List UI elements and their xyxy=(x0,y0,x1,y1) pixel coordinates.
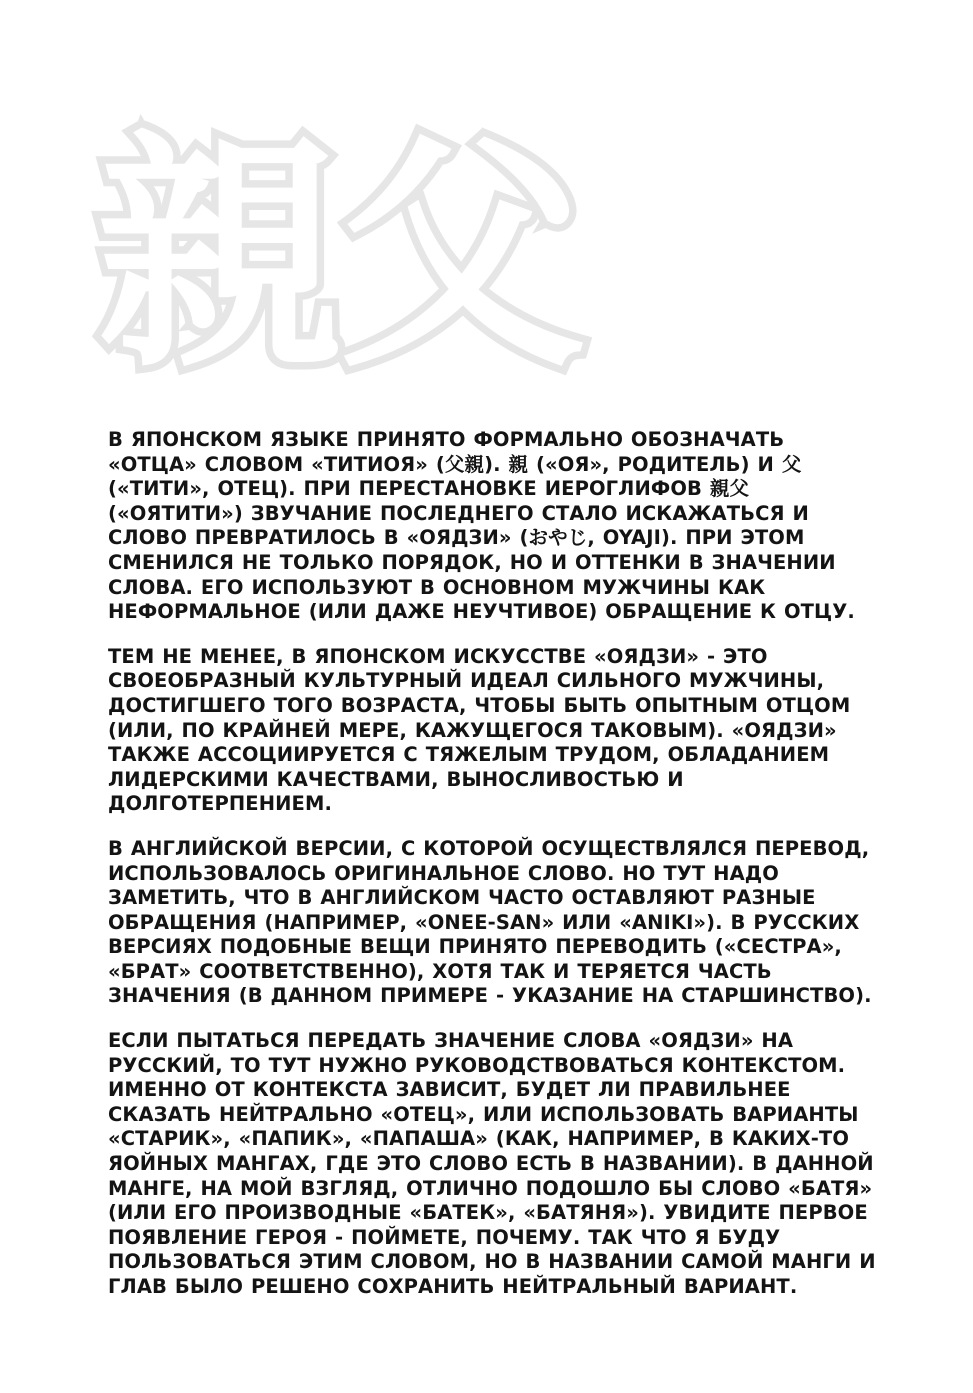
paragraph-4: ЕСЛИ ПЫТАТЬСЯ ПЕРЕДАТЬ ЗНАЧЕНИЕ СЛОВА «ОЯДЗИ» НА РУССКИЙ, ТО ТУТ НУЖНО РУКОВОДСТВОВАТЬСЯ КОНТЕКСТОМ. ИМЕННО ОТ КОНТЕКСТА ЗАВИСИТ, БУДЕТ ЛИ ПРАВИЛЬНЕЕ СКАЗАТЬ НЕЙТРАЛЬНО «ОТЕЦ», ИЛИ ИСПОЛЬЗОВАТЬ ВАРИАНТЫ «СТАРИК», «ПАПИК», «ПАПАША» (КАК, НАПРИМЕР, В КАКИХ-ТО ЯОЙНЫХ МАНГАХ, ГДЕ ЭТО СЛОВО ЕСТЬ В НАЗВАНИИ). В ДАННОЙ МАНГЕ, НА МОЙ ВЗГЛЯД, ОТЛИЧНО ПОДОШЛО БЫ СЛОВО «БАТЯ» (ИЛИ ЕГО ПРОИЗВОДНЫЕ «БАТЕК», «БАТЯНЯ»). УВИДИТЕ ПЕРВОЕ ПОЯВЛЕНИЕ ГЕРОЯ - ПОЙМЕТЕ, ПОЧЕМУ. ТАК ЧТО Я БУДУ ПОЛЬЗОВАТЬСЯ ЭТИМ СЛОВОМ, НО В НАЗВАНИИ САМОЙ МАНГИ И ГЛАВ БЫЛО РЕШЕНО СОХРАНИТЬ НЕЙТРАЛЬНЫЙ ВАРИАНТ. xyxy=(108,1029,876,1298)
title-kanji: 親父 xyxy=(96,113,580,401)
paragraph-1: В ЯПОНСКОМ ЯЗЫКЕ ПРИНЯТО ФОРМАЛЬНО ОБОЗНАЧАТЬ «ОТЦА» СЛОВОМ «ТИТИОЯ» (父親). 親 («ОЯ», РОДИТЕЛЬ) И 父 («ТИТИ», ОТЕЦ). ПРИ ПЕРЕСТАНОВКЕ ИЕРОГЛИФОВ 親父 («ОЯТИТИ») ЗВУЧАНИЕ ПОСЛЕДНЕГО СТАЛО ИСКАЖАТЬСЯ И СЛОВО ПРЕВРАТИЛОСЬ В «ОЯДЗИ» (おやじ, OYAJI). ПРИ ЭТОМ СМЕНИЛСЯ НЕ ТОЛЬКО ПОРЯДОК, НО И ОТТЕНКИ В ЗНАЧЕНИИ СЛОВА. ЕГО ИСПОЛЬЗУЮТ В ОСНОВНОМ МУЖЧИНЫ КАК НЕФОРМАЛЬНОЕ (ИЛИ ДАЖЕ НЕУЧТИВОЕ) ОБРАЩЕНИЕ К ОТЦУ. xyxy=(108,428,855,624)
paragraph-3: В АНГЛИЙСКОЙ ВЕРСИИ, С КОТОРОЙ ОСУЩЕСТВЛЯЛСЯ ПЕРЕВОД, ИСПОЛЬЗОВАЛОСЬ ОРИГИНАЛЬНОЕ СЛОВО. НО ТУТ НАДО ЗАМЕТИТЬ, ЧТО В АНГЛИЙСКОМ ЧАСТО ОСТАВЛЯЮТ РАЗНЫЕ ОБРАЩЕНИЯ (НАПРИМЕР, «ONEE-SAN» ИЛИ «ANIKI»). В РУССКИХ ВЕРСИЯХ ПОДОБНЫЕ ВЕЩИ ПРИНЯТО ПЕРЕВОДИТЬ («СЕСТРА», «БРАТ» СООТВЕТСТВЕННО), ХОТЯ ТАК И ТЕРЯЕТСЯ ЧАСТЬ ЗНАЧЕНИЯ (В ДАННОМ ПРИМЕРЕ - УКАЗАНИЕ НА СТАРШИНСТВО). xyxy=(108,836,872,1008)
paragraph-2: ТЕМ НЕ МЕНЕЕ, В ЯПОНСКОМ ИСКУССТВЕ «ОЯДЗИ» - ЭТО СВОЕОБРАЗНЫЙ КУЛЬТУРНЫЙ ИДЕАЛ СИЛЬНОГО МУЖЧИНЫ, ДОСТИГШЕГО ТОГО ВОЗРАСТА, ЧТОБЫ БЫТЬ ОПЫТНЫМ ОТЦОМ (ИЛИ, ПО КРАЙНЕЙ МЕРЕ, КАЖУЩЕГОСЯ ТАКОВЫМ). «ОЯДЗИ» ТАКЖЕ АССОЦИИРУЕТСЯ С ТЯЖЕЛЫМ ТРУДОМ, ОБЛАДАНИЕМ ЛИДЕРСКИМИ КАЧЕСТВАМИ, ВЫНОСЛИВОСТЬЮ И ДОЛГОТЕРПЕНИЕМ. xyxy=(108,644,851,816)
text-block xyxy=(108,428,878,1320)
